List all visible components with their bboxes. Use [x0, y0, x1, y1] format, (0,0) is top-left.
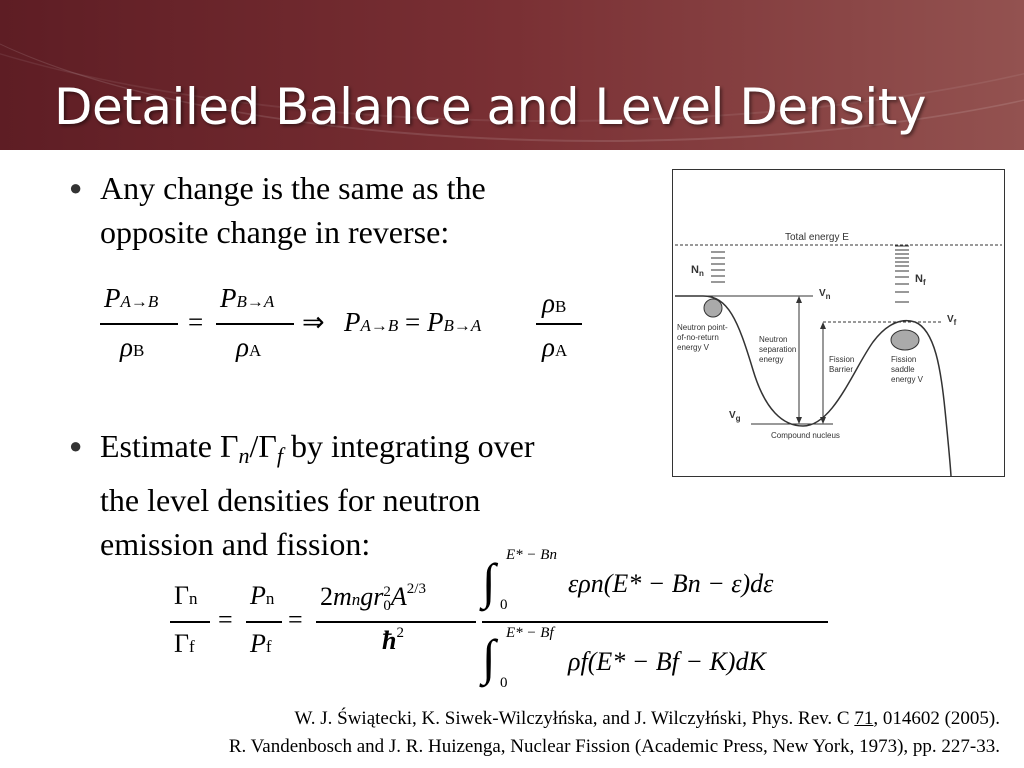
- denominator-integrand: ρf(E* − Bf − K)dK: [568, 647, 766, 676]
- fraction-bar: [482, 621, 828, 623]
- svg-text:Nn: $N_n$: [691, 264, 704, 278]
- total-energy-label: Total energy E: [785, 232, 849, 243]
- bullet-dot-icon: ●: [69, 433, 83, 458]
- integral-lower-limit: 0: [500, 675, 508, 691]
- svg-text:Vg: $V_g$: [729, 410, 741, 423]
- references: [229, 705, 1000, 761]
- numerator-integrand: ερn(E* − Bn − ε)dε: [568, 569, 774, 598]
- bullet-text-line: emission and fission:: [100, 526, 371, 562]
- bullet-text-line: the level densities for neutron: [100, 482, 481, 518]
- bullet-dot-icon: ●: [69, 175, 83, 200]
- fraction-bar: [246, 621, 282, 623]
- slide-title: Detailed Balance and Level Density: [54, 78, 926, 136]
- fraction-bar: [316, 621, 476, 623]
- compound-nucleus-label: Compound nucleus: [771, 431, 840, 440]
- bullet-text-line: opposite change in reverse:: [100, 214, 450, 250]
- integral-upper-limit: E* − Bf: [506, 625, 554, 641]
- integral-sign: ∫: [482, 553, 496, 609]
- fraction-bar: [170, 621, 210, 623]
- reference-2: R. Vandenbosch and J. R. Huizenga, Nuclear Fission (Academic Press, New York, 1973), pp. 227-33.: [228, 736, 1000, 757]
- integral-upper-limit: E* − Bn: [506, 547, 557, 563]
- integral-lower-limit: 0: [500, 597, 508, 613]
- detailed-balance-equation: PA→B ρB = PB→A ρA ⇒ PA→B = PB→A ρB ρA: [100, 280, 600, 380]
- neutron-separation-label: Neutron separation energy: [759, 335, 797, 364]
- fission-energy-diagram: [672, 169, 1005, 477]
- fission-barrier-label: Fission Barrier: [829, 355, 855, 374]
- bullet-text-line: Estimate Γn/Γf by integrating over: [100, 428, 535, 468]
- bullet-text-line: Any change is the same as the: [100, 170, 486, 206]
- fraction-bar: [100, 323, 178, 325]
- fraction-bar: [216, 323, 294, 325]
- bullet-detailed-balance: [69, 166, 486, 254]
- fraction-bar: [536, 323, 582, 325]
- level-density-equation: Γn Γf = Pn Pf = 2mngr 2 0 $A^{2/3}$ $ħ^2$ ∫ E* − Bn 0 ερn(E* − Bn − ε)dε ∫ E* − Bf 0 ρf(E* − Bf − K)dK: [170, 545, 840, 695]
- fission-saddle-label: Fission saddle energy V: [891, 355, 924, 384]
- integral-sign: ∫: [482, 629, 496, 685]
- point-of-no-return-label: Neutron point- of-no-return energy V: [677, 323, 728, 352]
- reference-1: W. J. Świątecki, K. Siwek-Wilczyłńska, and J. Wilczyłński, Phys. Rev. C 71, 014602 (2005).: [294, 708, 1000, 729]
- svg-text:Vn: $V_n$: [819, 288, 831, 301]
- svg-text:Nf: $N_f$: [915, 273, 926, 287]
- svg-text:Vf: $V_f$: [947, 314, 957, 327]
- energy-curve-figure: [673, 170, 1004, 476]
